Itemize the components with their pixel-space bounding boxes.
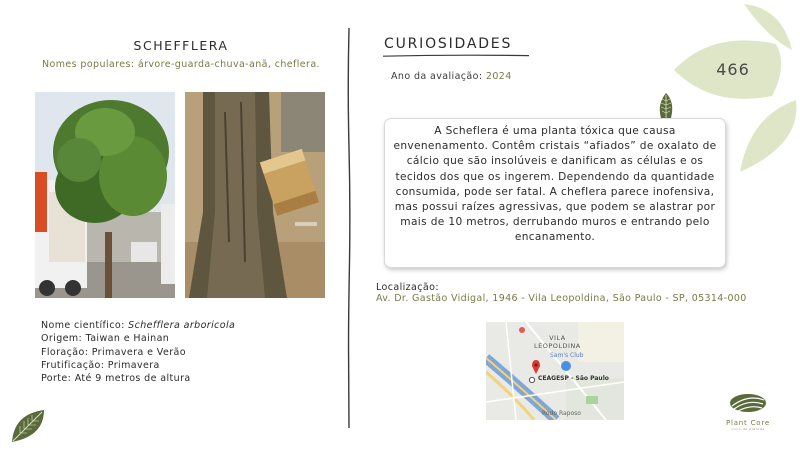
- plant-info-list: [41, 319, 235, 385]
- trunk-photo: [185, 92, 325, 298]
- location-label: Localização:: [376, 282, 439, 293]
- map-poi-store: Sam's Club: [550, 352, 584, 359]
- curiosities-title: CURIOSIDADES: [384, 36, 513, 52]
- fruiting-row: Frutificação: Primavera: [41, 359, 160, 371]
- location-address[interactable]: Av. Dr. Gastão Vidigal, 1946 - Vila Leopoldina, São Paulo - SP, 05314-000: [376, 293, 747, 304]
- logo-tagline: ciclo de plantas: [731, 427, 765, 431]
- size-row: Porte: Até 9 metros de altura: [41, 373, 191, 385]
- tree-photo: [35, 92, 175, 298]
- scientific-name: Schefflera arboricola: [128, 320, 236, 331]
- scientific-name-row: Nome científico: Schefflera arboricola: [41, 320, 236, 331]
- map-district-line1: VILA: [549, 334, 566, 342]
- popular-names: Nomes populares: árvore-guarda-chuva-anã, cheflera.: [42, 59, 320, 70]
- corner-leaf-icon: [10, 408, 46, 444]
- plant-number: 466: [716, 60, 750, 79]
- location-map[interactable]: [486, 322, 624, 420]
- plant-name-title: SCHEFFLERA: [133, 38, 229, 53]
- map-poi-main: CEAGESP - São Paulo: [538, 375, 609, 382]
- map-road-label: Rodo Raposo: [542, 410, 581, 417]
- curiosity-text: A Scheflera é uma planta tóxica que causa envenenamento. Contêm cristais “afiados” de oxalato de cálcio que são insolúveis e danificam as células e os tecidos dos que os ingerem. Dependendo da quantidade consumida, pode ser fatal. A chefIera parece inofensiva, mas possui raízes agressivas, que podem se alastrar por mais de 10 metros, derrubando muros e entrando pelo encanamento.: [393, 125, 717, 244]
- origin-row: Origem: Taiwan e Hainan: [41, 333, 170, 345]
- map-district-line2: LEOPOLDINA: [534, 342, 581, 350]
- logo-name: Plant Core: [725, 419, 771, 427]
- flowering-row: Floração: Primavera e Verão: [41, 346, 186, 358]
- evaluation-year: Ano da avaliação: 2024: [391, 71, 512, 82]
- title-underline: [383, 53, 531, 59]
- logo-leaf-icon: [728, 392, 768, 414]
- plant-core-logo: [718, 392, 778, 431]
- column-divider: [346, 28, 352, 428]
